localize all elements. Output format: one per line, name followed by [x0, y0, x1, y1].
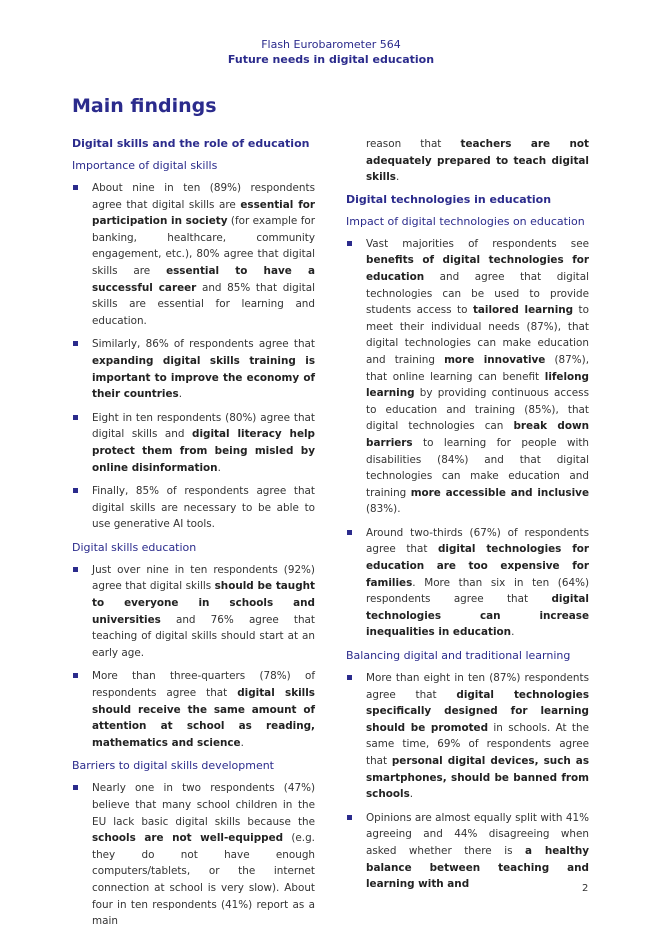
- report-title: Future needs in digital education: [227, 53, 435, 66]
- subsection-heading: Barriers to digital skills development: [72, 759, 274, 773]
- report-series-title: Flash Eurobarometer 564: [261, 38, 401, 51]
- bullet-list: [346, 236, 589, 641]
- page-header: [0, 37, 662, 68]
- bullet-list: [72, 780, 315, 929]
- right-column: [346, 136, 589, 900]
- bullet-item: More than eight in ten (87%) respondents agree that digital technologies specifically designed for learning should be promoted in schools. At the same time, 69% of respondents agree that personal digital devices, such as smartphones, should be banned from schools.: [346, 670, 589, 803]
- page-title: Main findings: [72, 95, 217, 117]
- bullet-item: About nine in ten (89%) respondents agree that digital skills are essential for participation in society (for example for banking, healthcare, community engagement, etc.), 80% agree that digital skills are essential to have a successful career and 85% that digital skills are essential for learning and education.: [72, 180, 315, 329]
- subsection-heading: Balancing digital and traditional learning: [346, 649, 571, 663]
- section-heading: Digital skills and the role of education: [72, 137, 310, 150]
- bullet-continuation: reason that teachers are not adequately prepared to teach digital skills.: [366, 138, 589, 184]
- subsection-heading: Importance of digital skills: [72, 159, 218, 172]
- bullet-item: Opinions are almost equally split with 41% agreeing and 44% disagreeing when asked whether there is a healthy balance between teaching and learning with and: [346, 810, 589, 893]
- section-heading: Digital technologies in education: [346, 192, 552, 206]
- bullet-item: Similarly, 86% of respondents agree that expanding digital skills training is important to improve the economy of their countries.: [72, 336, 315, 402]
- left-column: [72, 136, 315, 937]
- bullet-item: Eight in ten respondents (80%) agree that digital skills and digital literacy help protect them from being misled by online disinformation.: [72, 410, 315, 476]
- subsection-heading: Impact of digital technologies on education: [346, 214, 585, 228]
- bullet-item: Vast majorities of respondents see benefits of digital technologies for education and agree that digital technologies can be used to provide students access to tailored learning to meet their individual needs (87%), that digital technologies can make education and training more innovative (87%), that online learning can benefit lifelong learning by providing continuous access to education and training (85%), that digital technologies can break down barriers to learning for people with disabilities (84%) and that digital technologies can make education and training more accessible and inclusive (83%).: [346, 236, 589, 518]
- bullet-item: Nearly one in two respondents (47%) believe that many school children in the EU lack basic digital skills because the schools are not well-equipped (e.g. they do not have enough computers/tablets, or the internet connection at school is very slow). About four in ten respondents (41%) report as a main: [72, 780, 315, 929]
- bullet-list: [346, 670, 589, 893]
- bullet-item: Just over nine in ten respondents (92%) agree that digital skills should be taught to everyone in schools and universities and 76% agree that teaching of digital skills should start at an early age.: [72, 562, 315, 662]
- bullet-list: [72, 180, 315, 533]
- bullet-list: [72, 562, 315, 752]
- bullet-item: Finally, 85% of respondents agree that digital skills are necessary to be able to use generative AI tools.: [72, 483, 315, 533]
- page-number: 2: [582, 883, 589, 894]
- subsection-heading: Digital skills education: [72, 540, 197, 554]
- bullet-item: More than three-quarters (78%) of respondents agree that digital skills should receive the same amount of attention at school as reading, mathematics and science.: [72, 668, 315, 751]
- bullet-item: Around two-thirds (67%) of respondents agree that digital technologies for education are too expensive for families. More than six in ten (64%) respondents agree that digital technologies can increase inequalities in education.: [346, 525, 589, 641]
